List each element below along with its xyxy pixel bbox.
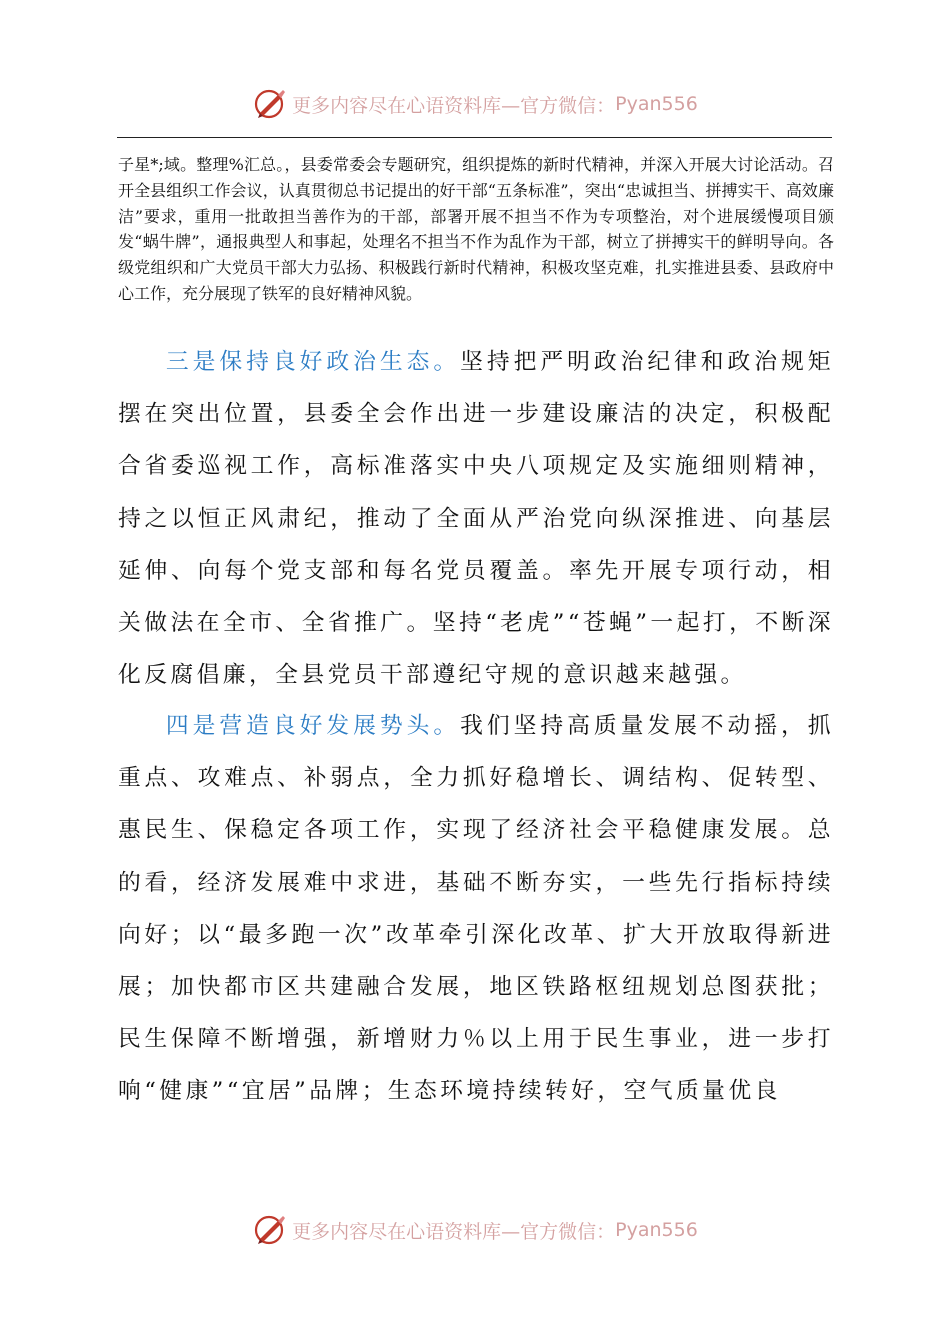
pen-quill-logo-icon <box>252 1212 288 1248</box>
footer-banner <box>0 1210 950 1250</box>
intro-paragraph: 子星*;域。整理%汇总。，县委常委会专题研究，组织提炼的新时代精神，并深入开展大讨论活动。召开全县组织工作会议，认真贯彻总书记提出的好干部“五条标准”，突出“忠诚担当、拼搏实干、高效廉洁”要求，重用一批敢担当善作为的干部，部署开展不担当不作为专项整治，对个进展缓慢项目颁发“蜗牛牌”，通报典型人和事起，处理名不担当不作为乱作为干部，树立了拼搏实干的鲜明导向。各级党组织和广大党员干部大力弘扬、积极践行新时代精神，积极攻坚克难，扎实推进县委、县政府中心工作，充分展现了铁军的良好精神风貌。 <box>118 155 834 303</box>
section-body-3: 坚持把严明政治纪律和政治规矩摆在突出位置，县委全会作出进一步建设廉洁的决定，积极配合省委巡视工作，高标准落实中央八项规定及实施细则精神，持之以恒正风肃纪，推动了全面从严治党向纵深推进、向基层延伸、向每个党支部和每名党员覆盖。率先开展专项行动，相关做法在全市、全省推广。坚持“老虎”“苍蝇”一起打，不断深化反腐倡廉，全县党员干部遵纪守规的意识越来越强。 <box>118 349 834 689</box>
header-rule <box>117 137 832 138</box>
section-body-4: 我们坚持高质量发展不动摇，抓重点、攻难点、补弱点，全力抓好稳增长、调结构、促转型、惠民生、保稳定各项工作，实现了经济社会平稳健康发展。总的看，经济发展难中求进，基础不断夯实，一些先行指标持续向好；以“最多跑一次”改革牵引深化改革、扩大开放取得新进展；加快都市区共建融合发展，地区铁路枢纽规划总图获批；民生保障不断增强，新增财力％以上用于民生事业，进一步打响“健康”“宜居”品牌；生态环境持续转好，空气质量优良 <box>118 713 834 1105</box>
pen-quill-logo-icon <box>252 86 288 122</box>
banner-wechat-id: Pyan556 <box>615 93 698 115</box>
section-paragraph-3 <box>118 336 834 701</box>
banner-text: 更多内容尽在心语资料库—官方微信： <box>292 1220 616 1243</box>
banner-text: 更多内容尽在心语资料库—官方微信： <box>292 94 616 117</box>
header-banner <box>0 84 950 124</box>
section-heading-4: 四是营造良好发展势头。 <box>165 713 461 739</box>
banner-wechat-id: Pyan556 <box>615 1219 698 1241</box>
section-paragraph-4 <box>118 700 834 1118</box>
section-heading-3: 三是保持良好政治生态。 <box>165 349 461 375</box>
